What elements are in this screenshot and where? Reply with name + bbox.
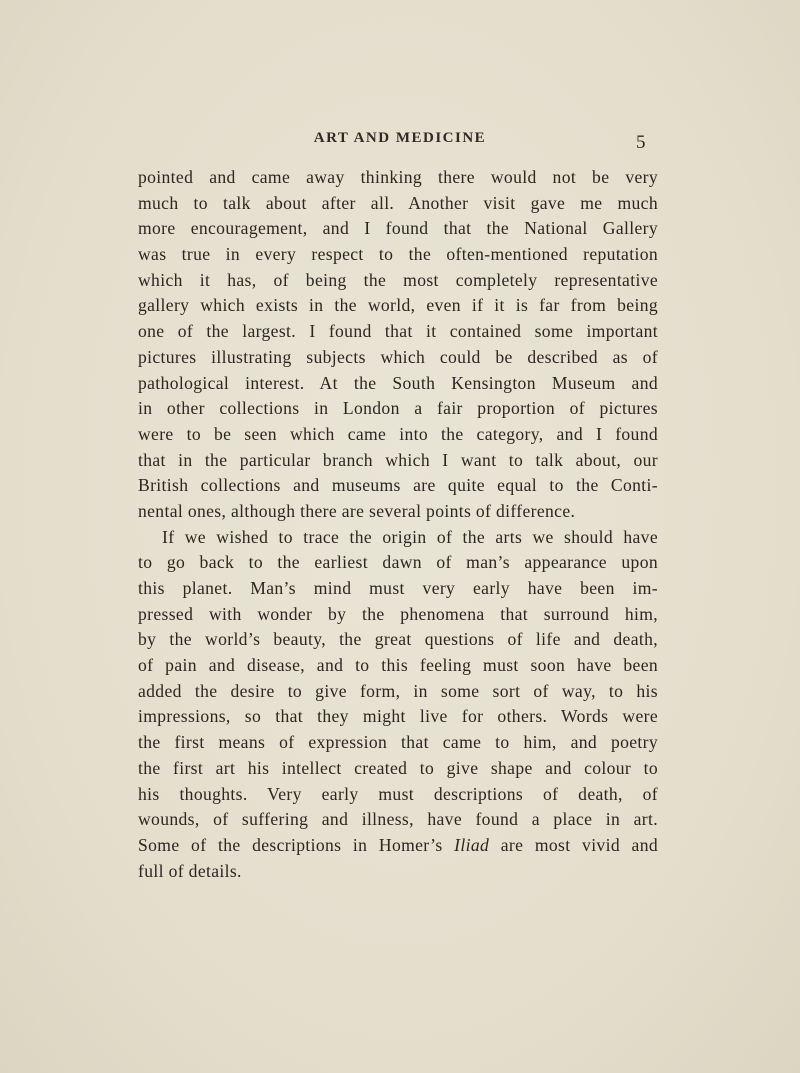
text-line: this planet. Man’s mind must very early have been im- (138, 578, 658, 598)
text-line: his thoughts. Very early must descriptions of death, of (138, 783, 658, 804)
book-title-iliad: Iliad (454, 834, 490, 855)
text-line: in other collections in London a fair proportion of pictures (138, 398, 658, 419)
text-line-with-title (138, 833, 658, 859)
text-line: pointed and came away thinking there would not be very (138, 167, 658, 187)
text-line: of pain and disease, and to this feeling must soon have been (138, 655, 658, 676)
text-line: one of the largest. I found that it contained some important (138, 321, 658, 342)
text-line: pressed with wonder by the phenomena that surround him, (138, 603, 658, 624)
text-line: added the desire to give form, in some sort of way, to his (138, 680, 658, 701)
text-segment: are most vivid and (489, 834, 658, 855)
text-line: the first art his intellect created to give shape and colour to (138, 757, 658, 778)
text-segment: Some of the descriptions in Homer’s (138, 834, 455, 855)
text-line: more encouragement, and I found that the National Gallery (138, 218, 658, 239)
text-line: impressions, so that they might live for others. Words were (138, 706, 658, 727)
text-line: If we wished to trace the origin of the arts we should have (162, 526, 658, 547)
body-text (138, 165, 658, 884)
paragraph-2 (138, 525, 658, 885)
page-number: 5 (636, 132, 646, 153)
text-line: full of details. (138, 860, 242, 881)
text-line: the first means of expression that came to him, and poetry (138, 732, 658, 753)
text-line: which it has, of being the most completely representative (138, 269, 658, 290)
text-line: by the world’s beauty, the great questions of life and death, (138, 629, 658, 650)
paragraph-1 (138, 165, 658, 525)
text-line: nental ones, although there are several points of difference. (138, 500, 576, 521)
text-line: pictures illustrating subjects which could be described as of (138, 346, 658, 367)
text-line: British collections and museums are quite equal to the Conti- (138, 475, 658, 496)
text-line: to go back to the earliest dawn of man’s appearance upon (138, 552, 658, 573)
text-line: that in the particular branch which I want to talk about, our (138, 449, 658, 470)
running-title: ART AND MEDICINE (313, 130, 487, 146)
text-line: wounds, of suffering and illness, have found a place in art. (138, 809, 658, 830)
running-head (0, 130, 800, 154)
text-line: gallery which exists in the world, even if it is far from being (138, 295, 658, 316)
text-line: were to be seen which came into the category, and I found (138, 423, 658, 444)
text-line: was true in every respect to the often-mentioned reputation (138, 244, 658, 265)
text-line: much to talk about after all. Another visit gave me much (138, 192, 658, 213)
text-line: pathological interest. At the South Kensington Museum and (138, 372, 658, 393)
